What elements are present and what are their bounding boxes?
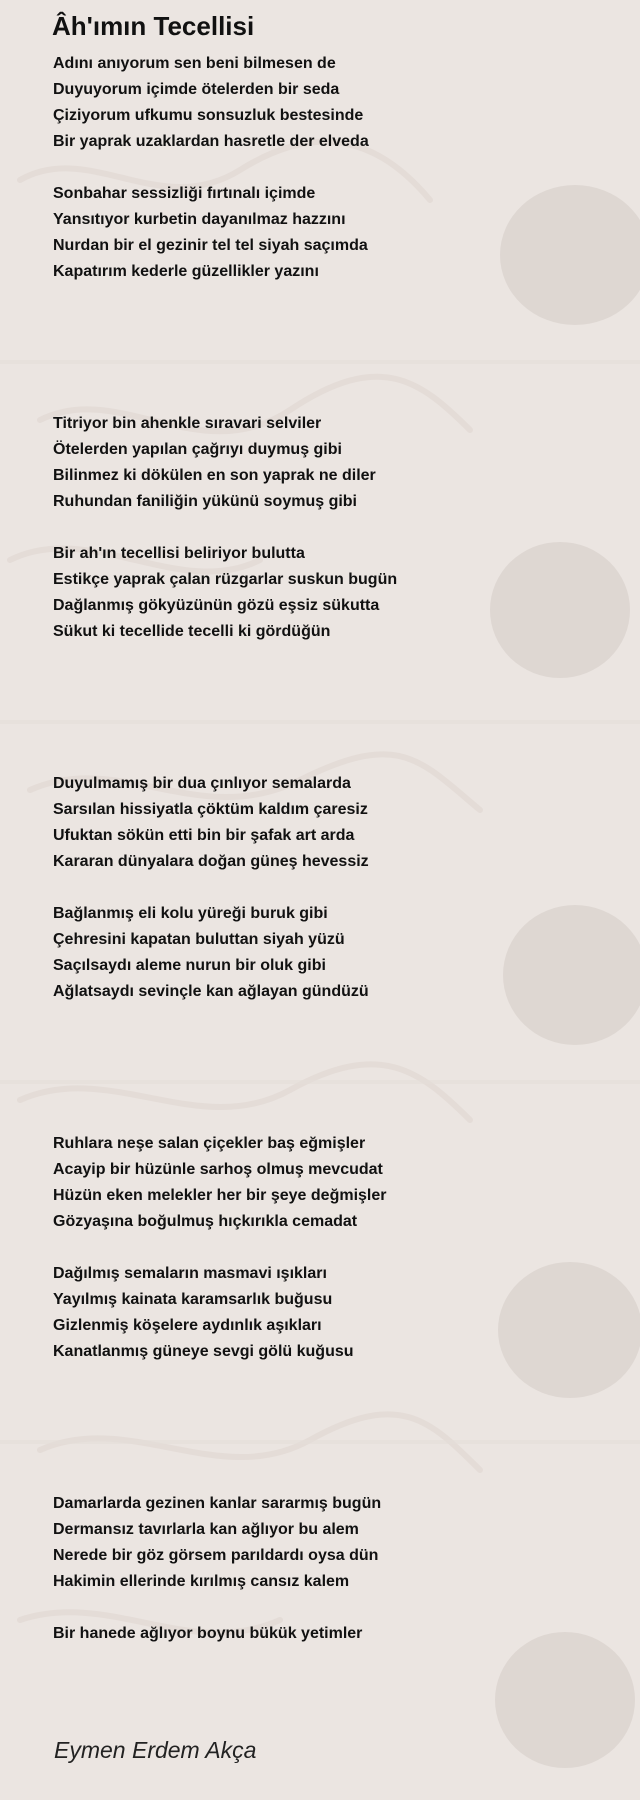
- poem-line: Sarsılan hissiyatla çöktüm kaldım çaresiz: [53, 801, 368, 818]
- poem-line: Acayip bir hüzünle sarhoş olmuş mevcudat: [53, 1161, 383, 1178]
- poem-line: Ağlatsaydı sevinçle kan ağlayan gündüzü: [53, 983, 369, 1000]
- poem-line: Bağlanmış eli kolu yüreği buruk gibi: [53, 905, 328, 922]
- poem-line: Ruhlara neşe salan çiçekler baş eğmişler: [53, 1135, 366, 1152]
- poem-line: Dağlanmış gökyüzünün gözü eşsiz sükutta: [53, 597, 380, 614]
- poem-line: Sonbahar sessizliği fırtınalı içimde: [53, 185, 316, 202]
- poem-line: Sükut ki tecellide tecelli ki gördüğün: [53, 623, 331, 640]
- poem-line: Gizlenmiş köşelere aydınlık aşıkları: [53, 1317, 322, 1334]
- poem-line: Ufuktan sökün etti bin bir şafak art arda: [53, 827, 355, 844]
- poem-line: Çiziyorum ufkumu sonsuzluk bestesinde: [53, 107, 364, 124]
- poem-line: Yayılmış kainata karamsarlık buğusu: [53, 1291, 333, 1308]
- poem-line: Bir hanede ağlıyor boynu bükük yetimler: [53, 1625, 363, 1642]
- stanza-1: [53, 51, 369, 155]
- poem-line: Ötelerden yapılan çağrıyı duymuş gibi: [53, 441, 342, 458]
- poem-line: Gözyaşına boğulmuş hıçkırıkla cemadat: [53, 1213, 358, 1230]
- poem-author: Eymen Erdem Akça: [54, 1737, 257, 1763]
- poem-line: Titriyor bin ahenkle sıravari selviler: [53, 415, 322, 432]
- poem-line: Bir yaprak uzaklardan hasretle der elveda: [53, 133, 369, 150]
- stanza-8: [53, 1261, 354, 1365]
- poem-line: Hüzün eken melekler her bir şeye değmişler: [53, 1187, 387, 1204]
- poem-line: Duyuyorum içimde ötelerden bir seda: [53, 81, 340, 98]
- poem-line: Nurdan bir el gezinir tel tel siyah saçımda: [53, 237, 368, 254]
- poem-line: Kanatlanmış güneye sevgi gölü kuğusu: [53, 1343, 354, 1360]
- poem-line: Kapatırım kederle güzellikler yazını: [53, 263, 319, 280]
- poem-line: Saçılsaydı aleme nurun bir oluk gibi: [53, 957, 326, 974]
- poem-line: Adını anıyorum sen beni bilmesen de: [53, 55, 336, 72]
- stanza-4: [53, 541, 397, 645]
- poem-line: Hakimin ellerinde kırılmış cansız kalem: [53, 1573, 350, 1590]
- stanza-5: [53, 771, 369, 875]
- poem-line: Bir ah'ın tecellisi beliriyor bulutta: [53, 545, 305, 562]
- poem-line: Nerede bir göz görsem parıldardı oysa dün: [53, 1547, 379, 1564]
- poem-line: Dağılmış semaların masmavi ışıkları: [53, 1265, 327, 1282]
- poem-line: Duyulmamış bir dua çınlıyor semalarda: [53, 775, 351, 792]
- poem-line: Çehresini kapatan buluttan siyah yüzü: [53, 931, 345, 948]
- stanza-6: [53, 901, 369, 1005]
- stanza-10: [53, 1621, 362, 1647]
- poem-line: Damarlarda gezinen kanlar sararmış bugün: [53, 1495, 382, 1512]
- stanza-3: [53, 411, 376, 515]
- stanza-9: [53, 1491, 381, 1595]
- poem-title: Âh'ımın Tecellisi: [52, 11, 255, 41]
- poem-line: Estikçe yaprak çalan rüzgarlar suskun bugün: [53, 571, 398, 588]
- poem-line: Yansıtıyor kurbetin dayanılmaz hazzını: [53, 211, 346, 228]
- stanza-7: [53, 1131, 386, 1235]
- poem-line: Ruhundan faniliğin yükünü soymuş gibi: [53, 493, 357, 510]
- poem-line: Bilinmez ki dökülen en son yaprak ne diler: [53, 467, 376, 484]
- poem-line: Kararan dünyalara doğan güneş hevessiz: [53, 853, 369, 870]
- stanza-2: [53, 181, 368, 285]
- poem-line: Dermansız tavırlarla kan ağlıyor bu alem: [53, 1521, 359, 1538]
